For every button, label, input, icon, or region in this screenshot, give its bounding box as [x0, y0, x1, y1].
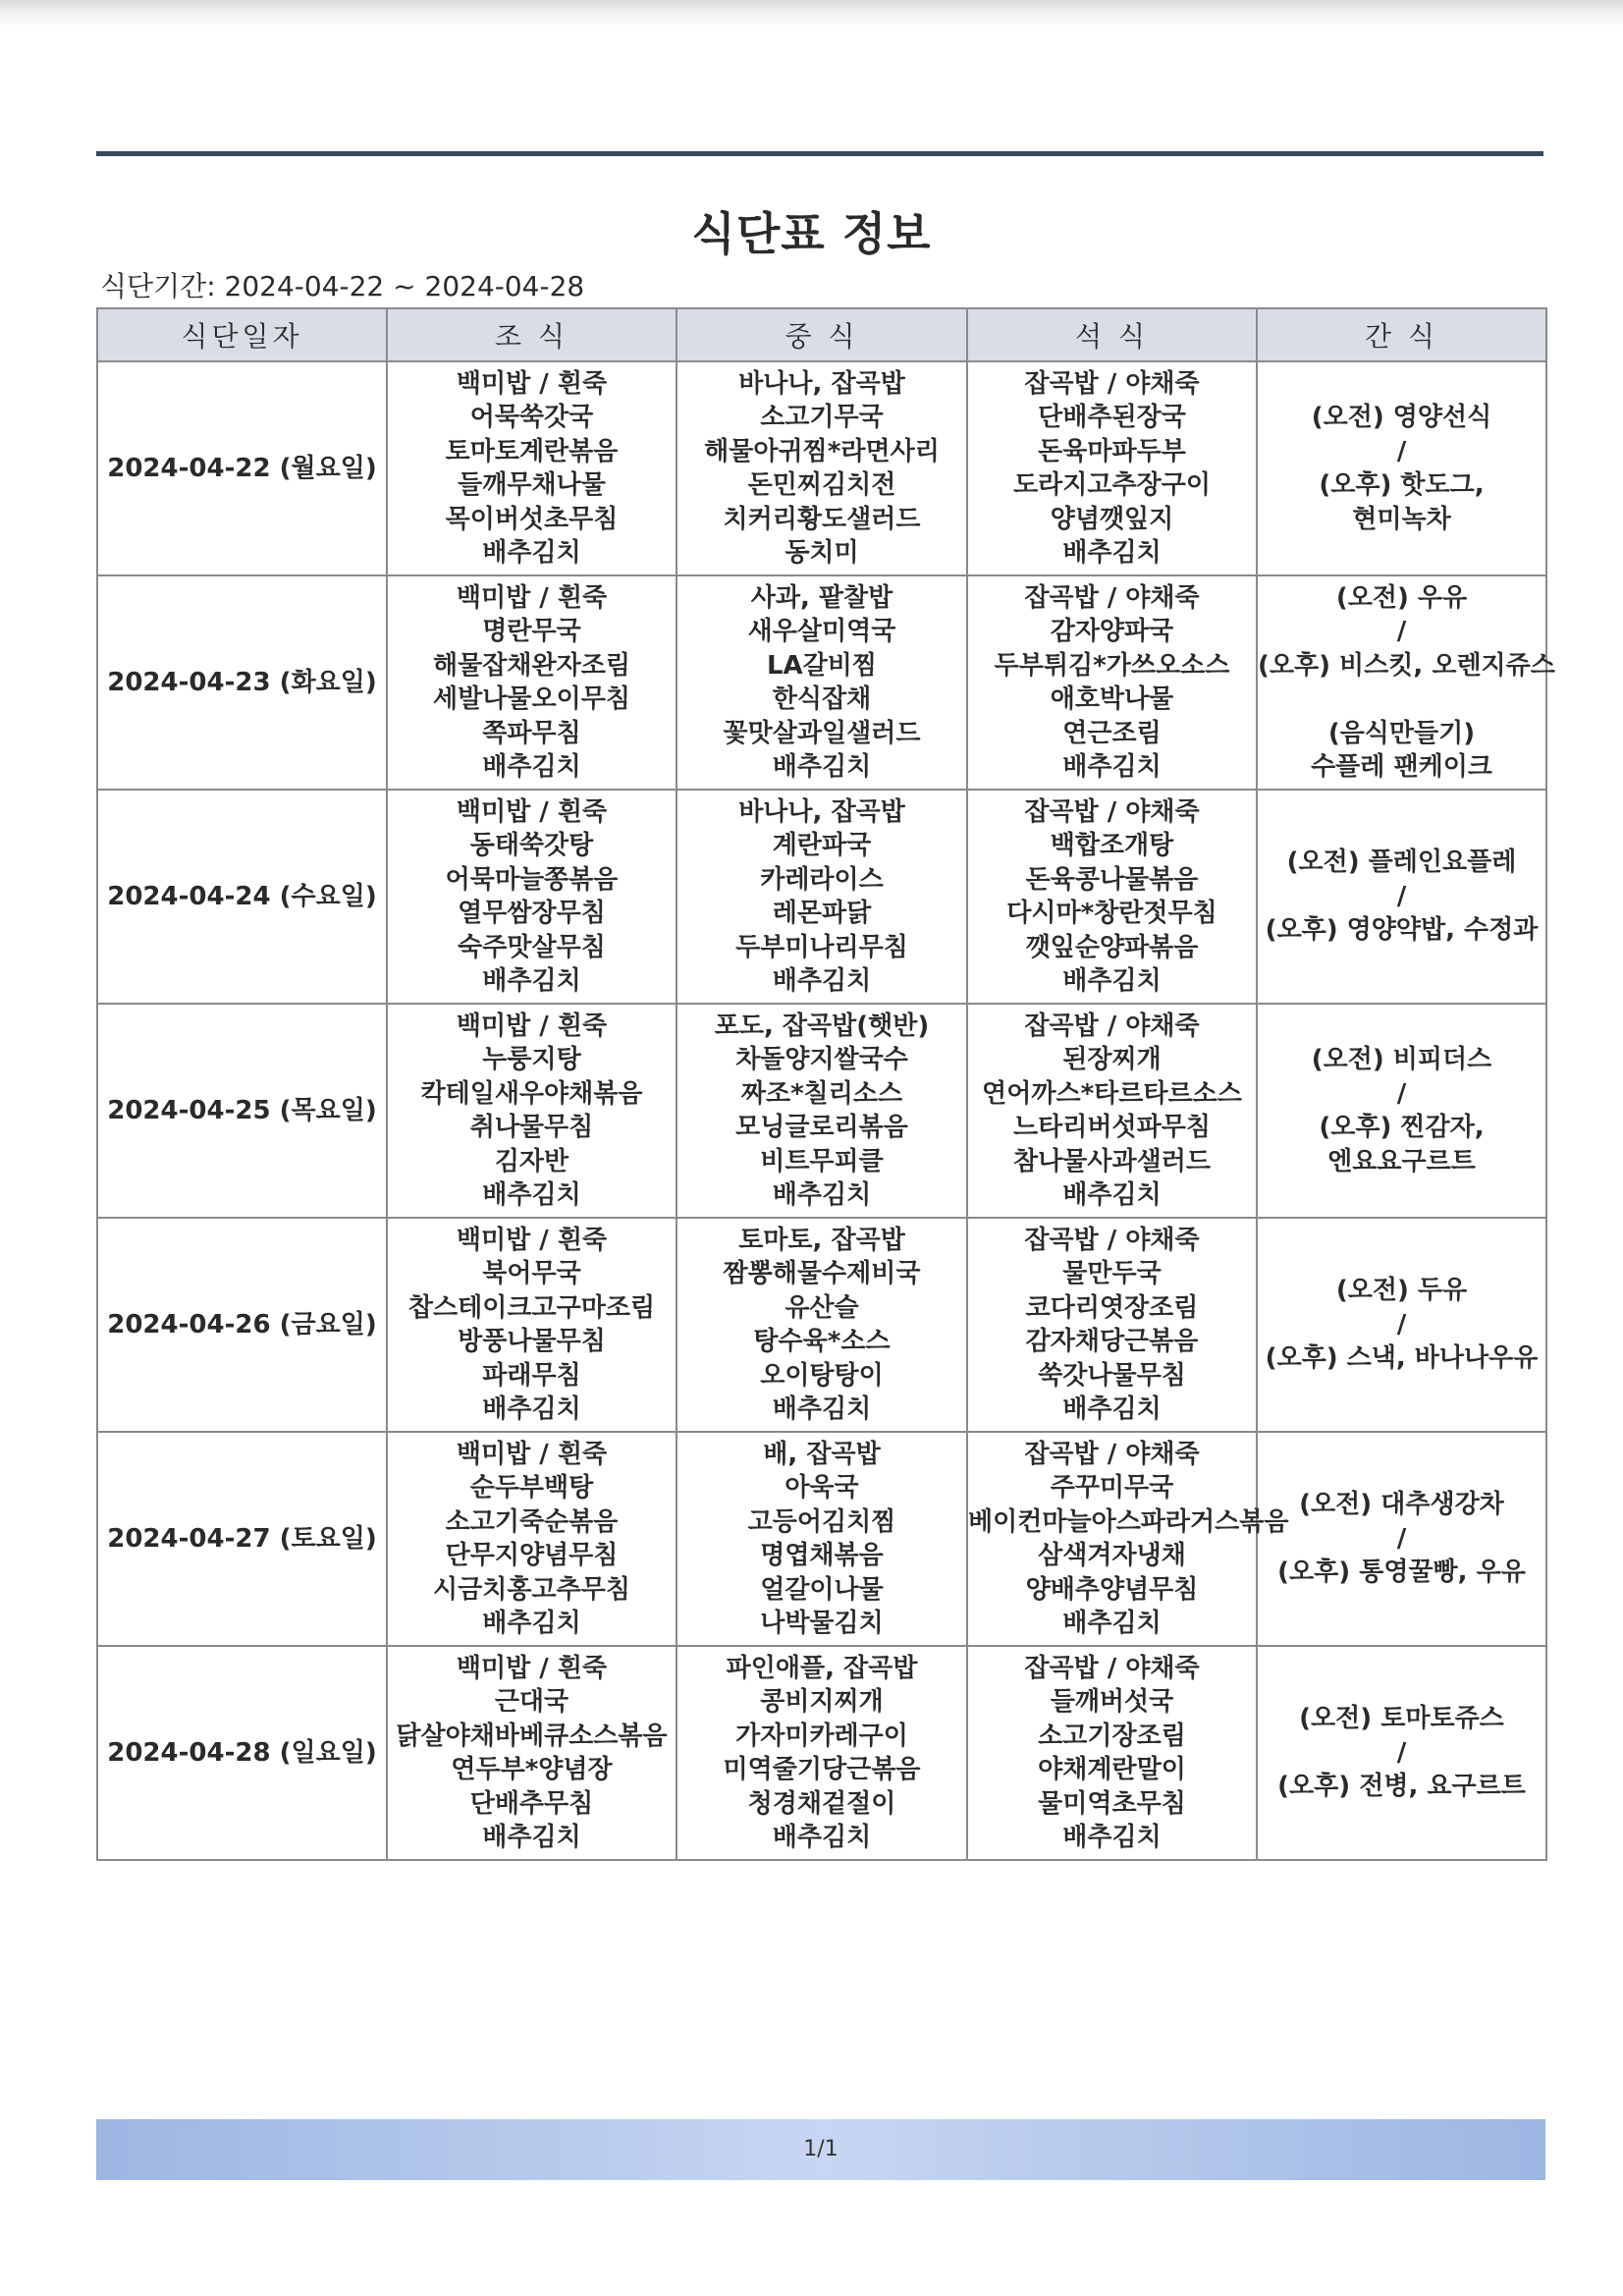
lunch-item: 아욱국 — [784, 1473, 859, 1503]
column-header-breakfast: 조 식 — [387, 308, 676, 361]
dinner-item: 주꾸미무국 — [1050, 1473, 1174, 1503]
date-cell: 2024-04-23 (화요일) — [97, 575, 387, 790]
snack-item: / — [1396, 881, 1407, 911]
snack-item: 수플레 팬케이크 — [1311, 752, 1492, 782]
breakfast-item: 배추김치 — [482, 966, 581, 996]
column-header-date: 식단일자 — [97, 308, 387, 361]
lunch-cell — [676, 1004, 967, 1218]
snack-item: (오후) 비스킷, 오렌지쥬스 — [1258, 650, 1555, 681]
dinner-cell — [967, 1646, 1257, 1860]
lunch-item: 청경채겉절이 — [747, 1788, 896, 1819]
dinner-item: 돈육콩나물볶음 — [1025, 864, 1199, 895]
lunch-cell — [676, 1646, 967, 1860]
breakfast-item: 시금치홍고추무침 — [433, 1574, 630, 1605]
breakfast-item: 백미밥 / 흰죽 — [456, 1439, 608, 1469]
breakfast-item: 백미밥 / 흰죽 — [456, 796, 608, 827]
lunch-item: 명엽채볶음 — [760, 1541, 884, 1570]
snack-cell — [1257, 1004, 1546, 1218]
lunch-item: LA갈비찜 — [766, 650, 878, 681]
dinner-cell — [967, 361, 1257, 575]
snack-cell — [1257, 1218, 1546, 1432]
lunch-item: 배, 잡곡밥 — [763, 1439, 881, 1469]
lunch-item: 짜조*칠리소스 — [740, 1078, 903, 1109]
dinner-item: 잡곡밥 / 야채죽 — [1024, 796, 1200, 827]
table-row — [97, 575, 1546, 790]
lunch-cell — [676, 1218, 967, 1432]
lunch-item: 계란파국 — [772, 831, 872, 860]
dinner-item: 삼색겨자냉채 — [1038, 1541, 1186, 1570]
snack-item: / — [1396, 1309, 1407, 1339]
snack-cell — [1257, 575, 1555, 790]
lunch-item: 바나나, 잡곡밥 — [738, 796, 905, 827]
breakfast-item: 들깨무채나물 — [458, 470, 606, 500]
lunch-item: 차돌양지쌀국수 — [735, 1045, 908, 1074]
breakfast-item: 숙주맛살무침 — [458, 932, 606, 962]
breakfast-item: 목이버섯초무침 — [445, 504, 619, 534]
breakfast-item: 명란무국 — [482, 617, 581, 646]
footer-bar — [96, 2119, 1545, 2180]
date-cell: 2024-04-22 (월요일) — [97, 361, 387, 575]
table-row — [97, 1646, 1546, 1860]
column-header-snack: 간 식 — [1257, 308, 1546, 361]
snack-cell — [1257, 1646, 1546, 1860]
breakfast-item: 해물잡채완자조림 — [433, 650, 630, 681]
snack-item: / — [1396, 436, 1407, 466]
lunch-item: 포도, 잡곡밥(햇반) — [714, 1011, 930, 1041]
scan-edge-shadow — [0, 0, 1623, 27]
snack-item: (오전) 플레인요플레 — [1286, 847, 1517, 878]
snack-item: (오전) 대추생강차 — [1299, 1490, 1504, 1520]
dinner-item: 된장찌개 — [1062, 1045, 1162, 1074]
lunch-cell — [676, 790, 967, 1004]
dinner-item: 물미역초무침 — [1038, 1788, 1186, 1819]
breakfast-item: 백미밥 / 흰죽 — [456, 1653, 608, 1683]
page-number: 1/1 — [803, 2137, 839, 2161]
lunch-cell — [676, 575, 967, 790]
date-cell: 2024-04-26 (금요일) — [97, 1218, 387, 1432]
breakfast-item: 배추김치 — [482, 538, 581, 568]
lunch-item: 사과, 팥찰밥 — [750, 582, 893, 613]
table-row — [97, 1432, 1546, 1646]
dinner-item: 배추김치 — [1062, 966, 1162, 996]
date-cell: 2024-04-24 (수요일) — [97, 790, 387, 1004]
snack-item: (오전) 우유 — [1335, 582, 1468, 613]
date-cell: 2024-04-28 (일요일) — [97, 1646, 387, 1860]
breakfast-item: 백미밥 / 흰죽 — [456, 368, 608, 399]
breakfast-item: 소고기죽순볶음 — [445, 1506, 619, 1537]
breakfast-item: 북어무국 — [482, 1259, 581, 1288]
breakfast-item: 배추김치 — [482, 1823, 581, 1852]
snack-item: (오전) 비피더스 — [1311, 1045, 1492, 1074]
lunch-cell — [676, 361, 967, 575]
snack-item: (오전) 토마토쥬스 — [1299, 1704, 1504, 1734]
breakfast-item: 백미밥 / 흰죽 — [456, 582, 608, 613]
table-header-row — [97, 308, 1546, 361]
breakfast-item: 쪽파무침 — [482, 718, 581, 748]
dinner-cell — [967, 575, 1257, 790]
menu-table — [96, 307, 1555, 1861]
breakfast-item: 배추김치 — [482, 1180, 581, 1210]
snack-item: 엔요요구르트 — [1327, 1146, 1476, 1176]
lunch-item: 토마토, 잡곡밥 — [738, 1225, 905, 1255]
breakfast-cell — [387, 790, 676, 1004]
breakfast-item: 방풍나물무침 — [458, 1327, 606, 1356]
lunch-item: 짬뽕해물수제비국 — [723, 1259, 921, 1288]
snack-item: / — [1396, 617, 1407, 646]
dinner-item: 쑥갓나물무침 — [1038, 1360, 1186, 1391]
snack-cell — [1257, 790, 1546, 1004]
dinner-item: 코다리엿장조림 — [1025, 1292, 1199, 1323]
page-title: 식단표 정보 — [691, 207, 932, 260]
dinner-item: 잡곡밥 / 야채죽 — [1024, 1653, 1200, 1683]
lunch-item: 소고기무국 — [760, 403, 884, 432]
lunch-item: 미역줄기당근볶음 — [723, 1755, 921, 1784]
breakfast-item: 배추김치 — [482, 1609, 581, 1638]
breakfast-item: 누룽지탕 — [482, 1045, 581, 1074]
dinner-item: 배추김치 — [1062, 1394, 1162, 1424]
snack-item: (오후) 찐감자, — [1319, 1113, 1485, 1142]
dinner-item: 연어까스*타르타르소스 — [982, 1078, 1242, 1109]
snack-item: (오후) 스낵, 바나나우유 — [1265, 1343, 1539, 1374]
lunch-item: 배추김치 — [772, 1394, 872, 1424]
breakfast-cell — [387, 1646, 676, 1860]
breakfast-item: 김자반 — [494, 1146, 569, 1176]
dinner-item: 백합조개탕 — [1050, 831, 1174, 860]
breakfast-item: 백미밥 / 흰죽 — [456, 1011, 608, 1041]
column-header-dinner: 석 식 — [967, 308, 1257, 361]
lunch-item: 고등어김치찜 — [747, 1506, 896, 1537]
lunch-item: 동치미 — [784, 538, 859, 568]
snack-item: (오후) 영양약밥, 수정과 — [1265, 915, 1539, 946]
dinner-item: 깻잎순양파볶음 — [1025, 932, 1199, 962]
snack-item: / — [1396, 1523, 1407, 1554]
breakfast-item: 순두부백탕 — [469, 1473, 594, 1503]
dinner-item: 도라지고추장구이 — [1013, 470, 1211, 500]
breakfast-item: 연두부*양념장 — [451, 1755, 613, 1784]
lunch-item: 콩비지찌개 — [760, 1687, 884, 1717]
breakfast-item: 토마토계란볶음 — [445, 436, 619, 466]
dinner-item: 베이컨마늘아스파라거스볶음 — [968, 1506, 1289, 1537]
breakfast-cell — [387, 575, 676, 790]
lunch-item: 얼갈이나물 — [760, 1574, 884, 1605]
dinner-cell — [967, 1432, 1289, 1646]
dinner-item: 애호박나물 — [1050, 684, 1174, 714]
breakfast-item: 백미밥 / 흰죽 — [456, 1225, 608, 1255]
dinner-cell — [967, 790, 1257, 1004]
snack-item: (오후) 통영꿀빵, 우유 — [1277, 1558, 1526, 1588]
table-body — [97, 361, 1555, 1860]
snack-cell — [1257, 1432, 1546, 1646]
snack-cell — [1257, 361, 1546, 575]
dinner-item: 감자채당근볶음 — [1025, 1327, 1199, 1356]
lunch-item: 새우살미역국 — [747, 617, 896, 646]
lunch-item: 배추김치 — [772, 966, 872, 996]
dinner-item: 양배추양념무침 — [1025, 1574, 1199, 1605]
dinner-item: 두부튀김*가쓰오소스 — [994, 650, 1230, 681]
lunch-item: 한식잡채 — [772, 684, 872, 714]
dinner-item: 잡곡밥 / 야채죽 — [1024, 1011, 1200, 1041]
lunch-item: 가자미카레구이 — [735, 1721, 908, 1751]
dinner-item: 다시마*창란젓무침 — [1006, 899, 1217, 928]
lunch-item: 레몬파닭 — [772, 899, 872, 928]
top-divider — [96, 151, 1543, 156]
dinner-item: 잡곡밥 / 야채죽 — [1024, 1439, 1200, 1469]
date-cell: 2024-04-25 (목요일) — [97, 1004, 387, 1218]
lunch-item: 바나나, 잡곡밥 — [738, 368, 905, 399]
breakfast-cell — [387, 1004, 676, 1218]
menu-period: 식단기간: 2024-04-22 ~ 2024-04-28 — [100, 270, 585, 302]
snack-item: / — [1396, 1737, 1407, 1768]
lunch-item: 카레라이스 — [760, 864, 884, 895]
dinner-item: 물만두국 — [1062, 1259, 1162, 1288]
dinner-item: 배추김치 — [1062, 1180, 1162, 1210]
lunch-item: 모닝글로리볶음 — [735, 1113, 908, 1142]
dinner-item: 감자양파국 — [1050, 617, 1174, 646]
breakfast-item: 배추김치 — [482, 1394, 581, 1424]
snack-item: (오후) 전병, 요구르트 — [1277, 1772, 1526, 1802]
breakfast-item: 동태쑥갓탕 — [469, 831, 594, 860]
lunch-item: 치커리황도샐러드 — [723, 504, 921, 534]
lunch-item: 두부미나리무침 — [735, 932, 908, 962]
lunch-item: 배추김치 — [772, 752, 872, 782]
lunch-item: 배추김치 — [772, 1823, 872, 1852]
lunch-item: 파인애플, 잡곡밥 — [726, 1653, 918, 1683]
date-cell: 2024-04-27 (토요일) — [97, 1432, 387, 1646]
breakfast-cell — [387, 1218, 676, 1432]
table-row — [97, 1218, 1546, 1432]
breakfast-item: 단배추무침 — [469, 1788, 594, 1819]
lunch-item: 꽃맛살과일샐러드 — [723, 718, 921, 748]
dinner-item: 들깨버섯국 — [1050, 1687, 1174, 1717]
dinner-item: 소고기장조림 — [1038, 1721, 1186, 1751]
snack-item: / — [1396, 1078, 1407, 1109]
snack-item: (오전) 영양선식 — [1311, 403, 1492, 432]
lunch-item: 탕수육*소스 — [753, 1327, 891, 1356]
breakfast-item: 열무쌈장무침 — [458, 899, 606, 928]
snack-item: 현미녹차 — [1352, 504, 1451, 534]
snack-item: (음식만들기) — [1327, 718, 1476, 748]
dinner-item: 잡곡밥 / 야채죽 — [1024, 582, 1200, 613]
breakfast-item: 닭살야채바베큐소스볶음 — [396, 1721, 668, 1751]
dinner-item: 배추김치 — [1062, 752, 1162, 782]
lunch-item: 비트무피클 — [760, 1146, 884, 1176]
breakfast-item: 근대국 — [494, 1687, 569, 1717]
dinner-cell — [967, 1004, 1257, 1218]
breakfast-item: 파래무침 — [482, 1360, 581, 1391]
dinner-item: 단배추된장국 — [1038, 403, 1186, 432]
dinner-item: 잡곡밥 / 야채죽 — [1024, 1225, 1200, 1255]
breakfast-item: 취나물무침 — [469, 1113, 594, 1142]
lunch-item: 오이탕탕이 — [760, 1360, 884, 1391]
lunch-item: 유산슬 — [784, 1292, 859, 1323]
dinner-item: 참나물사과샐러드 — [1013, 1146, 1211, 1176]
dinner-item: 야채계란말이 — [1038, 1755, 1186, 1784]
snack-item: (오후) 핫도그, — [1319, 470, 1485, 500]
breakfast-cell — [387, 1432, 676, 1646]
snack-item — [1258, 683, 1545, 717]
breakfast-item: 단무지양념무침 — [445, 1541, 619, 1570]
table-row — [97, 361, 1546, 575]
dinner-item: 양념깻잎지 — [1050, 504, 1174, 534]
lunch-item: 돈민찌김치전 — [747, 470, 896, 500]
snack-item: (오전) 두유 — [1335, 1276, 1468, 1306]
dinner-item: 돈육마파두부 — [1038, 436, 1186, 466]
lunch-item: 해물아귀찜*라면사리 — [704, 436, 940, 466]
column-header-lunch: 중 식 — [676, 308, 967, 361]
dinner-item: 배추김치 — [1062, 1823, 1162, 1852]
breakfast-item: 어묵쑥갓국 — [469, 403, 594, 432]
breakfast-item: 찹스테이크고구마조림 — [407, 1292, 656, 1323]
dinner-item: 배추김치 — [1062, 538, 1162, 568]
lunch-item: 나박물김치 — [760, 1609, 884, 1638]
lunch-item: 배추김치 — [772, 1180, 872, 1210]
lunch-cell — [676, 1432, 967, 1646]
breakfast-cell — [387, 361, 676, 575]
breakfast-item: 어묵마늘쫑볶음 — [445, 864, 619, 895]
dinner-item: 잡곡밥 / 야채죽 — [1024, 368, 1200, 399]
breakfast-item: 배추김치 — [482, 752, 581, 782]
dinner-cell — [967, 1218, 1257, 1432]
breakfast-item: 칵테일새우야채볶음 — [420, 1078, 643, 1109]
table-row — [97, 1004, 1546, 1218]
table-row — [97, 790, 1546, 1004]
dinner-item: 연근조림 — [1062, 718, 1162, 748]
dinner-item: 느타리버섯파무침 — [1013, 1113, 1211, 1142]
breakfast-item: 세발나물오이무침 — [433, 684, 630, 714]
dinner-item: 배추김치 — [1062, 1609, 1162, 1638]
